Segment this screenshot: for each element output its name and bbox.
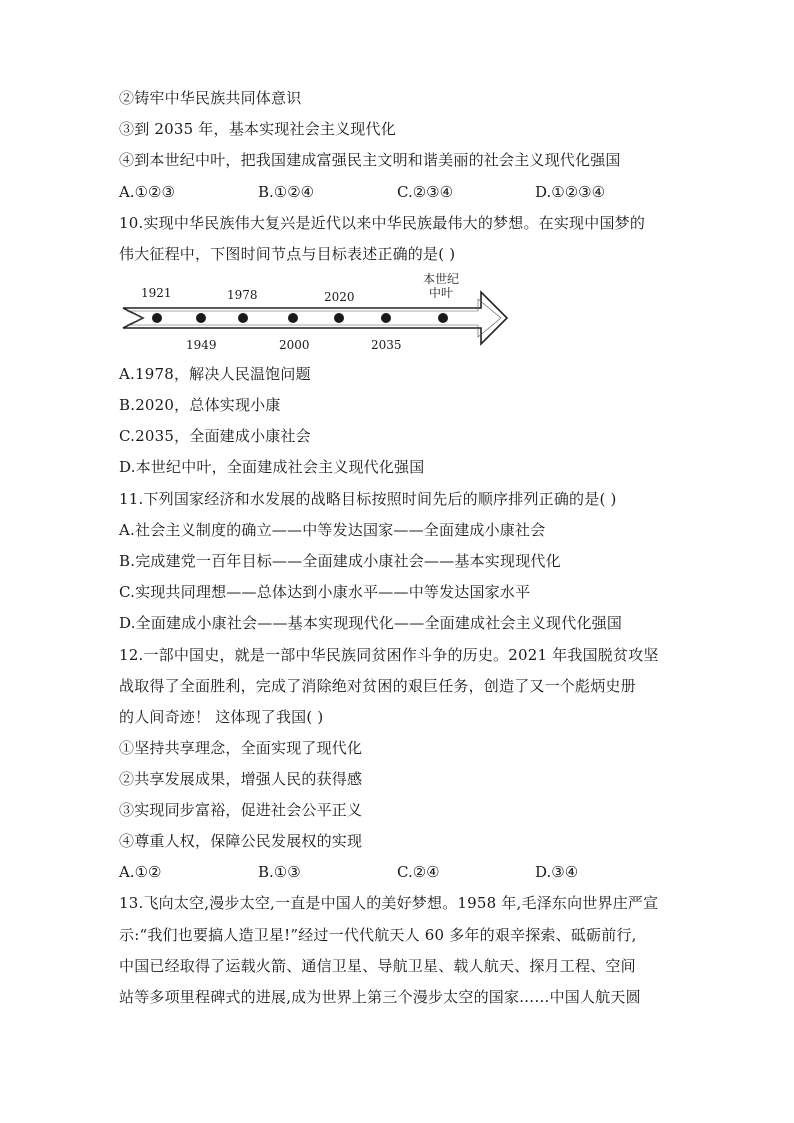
q12-item-3: ③实现同步富裕，促进社会公平正义 [119,801,363,819]
q10-option-b: B.2020，总体实现小康 [119,396,281,414]
q9-item-4: ④到本世纪中叶，把我国建成富强民主文明和谐美丽的社会主义现代化强国 [119,151,621,169]
timeline-dot-2035 [381,313,391,323]
q10-timeline-figure [119,272,511,356]
q12-option-b: B.①③ [258,863,301,881]
q9-option-b: B.①②④ [258,183,315,201]
q9-item-3: ③到 2035 年，基本实现社会主义现代化 [119,120,396,138]
q12-item-1: ①坚持共享理念，全面实现了现代化 [119,739,363,757]
q12-item-2: ②共享发展成果，增强人民的获得感 [119,770,363,788]
q12-option-d: D.③④ [535,863,579,881]
q12-option-c: C.②④ [397,863,440,881]
q9-item-2: ②铸牢中华民族共同体意识 [119,89,302,107]
timeline-label-midcentury-line2: 中叶 [429,286,454,300]
q12-option-a: A.①② [119,863,162,881]
q13-line2: 示:“我们也要搞人造卫星!”经过一代代航天人 60 多年的艰辛探索、砥砺前行, [119,926,637,944]
q10-stem-line2: 伟大征程中，下图时间节点与目标表述正确的是( ) [119,245,456,263]
q9-option-d: D.①②③④ [535,183,606,201]
timeline-dot-1921 [152,313,162,323]
q9-option-a: A.①②③ [119,183,175,201]
q10-option-d: D.本世纪中叶，全面建成社会主义现代化强国 [119,458,425,476]
timeline-dot-1949 [196,313,206,323]
timeline-dot-midcentury [438,313,448,323]
timeline-label-1921: 1921 [141,286,172,300]
q11-option-c: C.实现共同理想——总体达到小康水平——中等发达国家水平 [119,583,531,601]
q10-option-a: A.1978，解决人民温饱问题 [119,365,311,383]
q11-option-b: B.完成建党一百年目标——全面建成小康社会——基本实现现代化 [119,552,561,570]
q11-stem: 11.下列国家经济和水发展的战略目标按照时间先后的顺序排列正确的是( ) [119,490,617,508]
timeline-label-midcentury-line1: 本世纪 [423,272,460,286]
timeline-dot-1978 [238,313,248,323]
timeline-dot-2020 [334,313,344,323]
timeline-label-2035: 2035 [371,338,402,352]
q11-option-d: D.全面建成小康社会——基本实现现代化——全面建成社会主义现代化强国 [119,614,623,632]
q12-stem-line1: 12.一部中国史，就是一部中华民族同贫困作斗争的历史。2021 年我国脱贫攻坚 [119,646,659,664]
q10-option-c: C.2035，全面建成小康社会 [119,427,311,445]
timeline-label-2000: 2000 [279,338,310,352]
timeline-label-1978: 1978 [227,288,258,302]
q12-item-4: ④尊重人权，保障公民发展权的实现 [119,832,363,850]
q9-option-c: C.②③④ [397,183,454,201]
q10-stem-line1: 10.实现中华民族伟大复兴是近代以来中华民族最伟大的梦想。在实现中国梦的 [119,214,646,232]
q12-stem-line3: 的人间奇迹！ 这体现了我国( ) [119,708,324,726]
timeline-label-1949: 1949 [186,338,217,352]
timeline-label-2020: 2020 [324,290,355,304]
timeline-dot-2000 [288,313,298,323]
q12-stem-line2: 战取得了全面胜利，完成了消除绝对贫困的艰巨任务，创造了又一个彪炳史册 [119,677,636,695]
q13-line1: 13.飞向太空,漫步太空,一直是中国人的美好梦想。1958 年,毛泽东向世界庄严宣 [119,894,659,912]
q13-line4: 站等多项里程碑式的进展,成为世界上第三个漫步太空的国家……中国人航天圆 [119,988,641,1006]
q11-option-a: A.社会主义制度的确立——中等发达国家——全面建成小康社会 [119,521,546,539]
q13-line3: 中国已经取得了运载火箭、通信卫星、导航卫星、载人航天、探月工程、空间 [119,957,636,975]
